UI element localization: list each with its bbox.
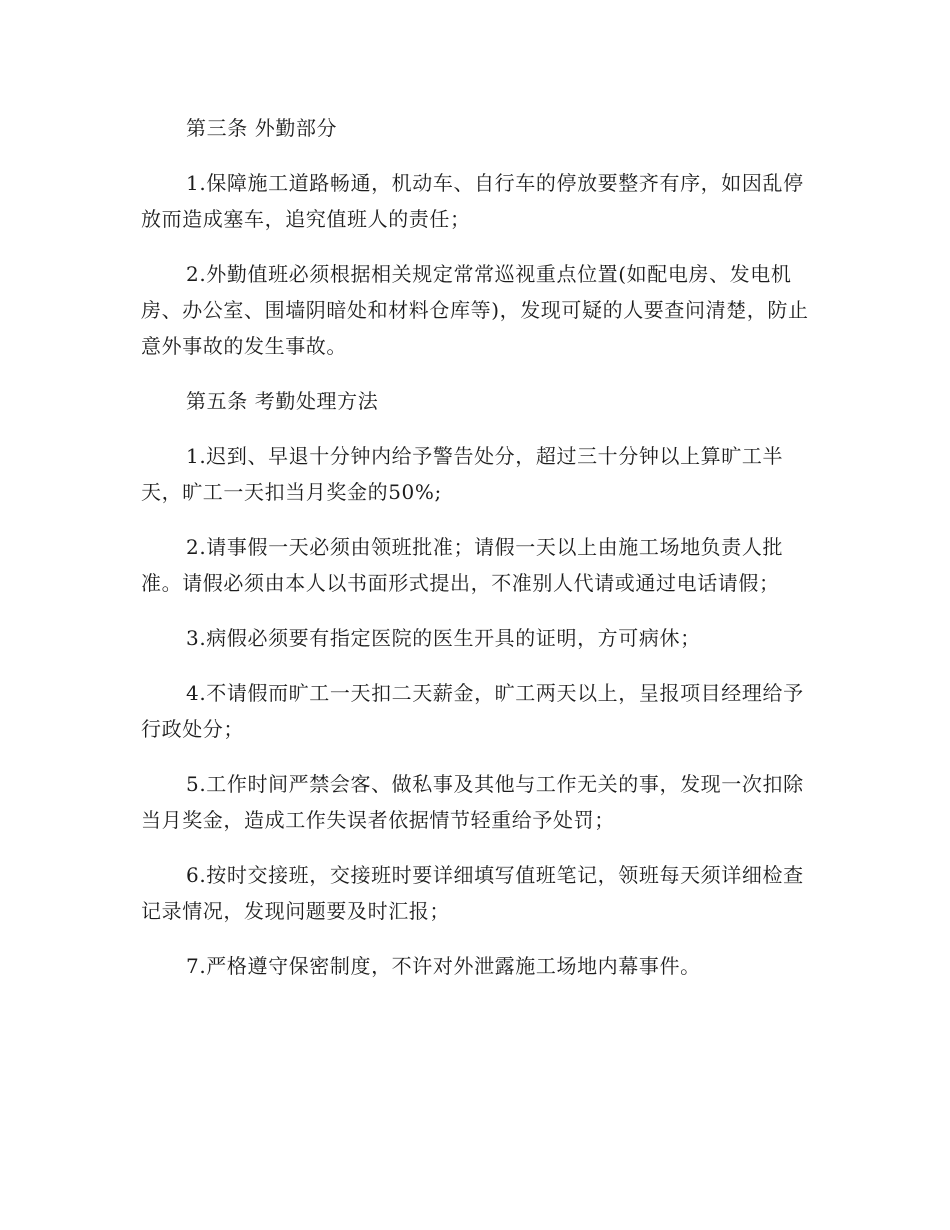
paragraph-field-duty-2: 2.外勤值班必须根据相关规定常常巡视重点位置(如配电房、发电机房、办公室、围墙阴暗处和材料仓库等)，发现可疑的人要查问清楚，防止意外事故的发生事故。 — [141, 262, 809, 358]
section-heading-field-duty: 第三条 外勤部分 — [186, 116, 338, 140]
paragraph-attendance-2: 2.请事假一天必须由领班批准；请假一天以上由施工场地负责人批准。请假必须由本人以书面形式提出，不准别人代请或通过电话请假； — [141, 535, 784, 595]
section-heading-attendance: 第五条 考勤处理方法 — [186, 389, 379, 413]
paragraph-attendance-7: 7.严格遵守保密制度，不许对外泄露施工场地内幕事件。 — [186, 954, 701, 978]
paragraph-attendance-4: 4.不请假而旷工一天扣二天薪金，旷工两天以上，呈报项目经理给予行政处分； — [141, 681, 804, 741]
paragraph-attendance-6: 6.按时交接班，交接班时要详细填写值班笔记，领班每天须详细检查记录情况，发现问题要及时汇报； — [141, 863, 804, 923]
paragraph-field-duty-1: 1.保障施工道路畅通，机动车、自行车的停放要整齐有序，如因乱停放而造成塞车，追究值班人的责任； — [141, 171, 804, 231]
paragraph-attendance-3: 3.病假必须要有指定医院的医生开具的证明，方可病休； — [186, 626, 701, 650]
paragraph-attendance-5: 5.工作时间严禁会客、做私事及其他与工作无关的事，发现一次扣除当月奖金，造成工作失误者依据情节轻重给予处罚； — [141, 772, 804, 832]
paragraph-attendance-1: 1.迟到、早退十分钟内给予警告处分，超过三十分钟以上算旷工半天，旷工一天扣当月奖金的50%; — [141, 444, 784, 504]
document-body — [141, 110, 811, 1003]
